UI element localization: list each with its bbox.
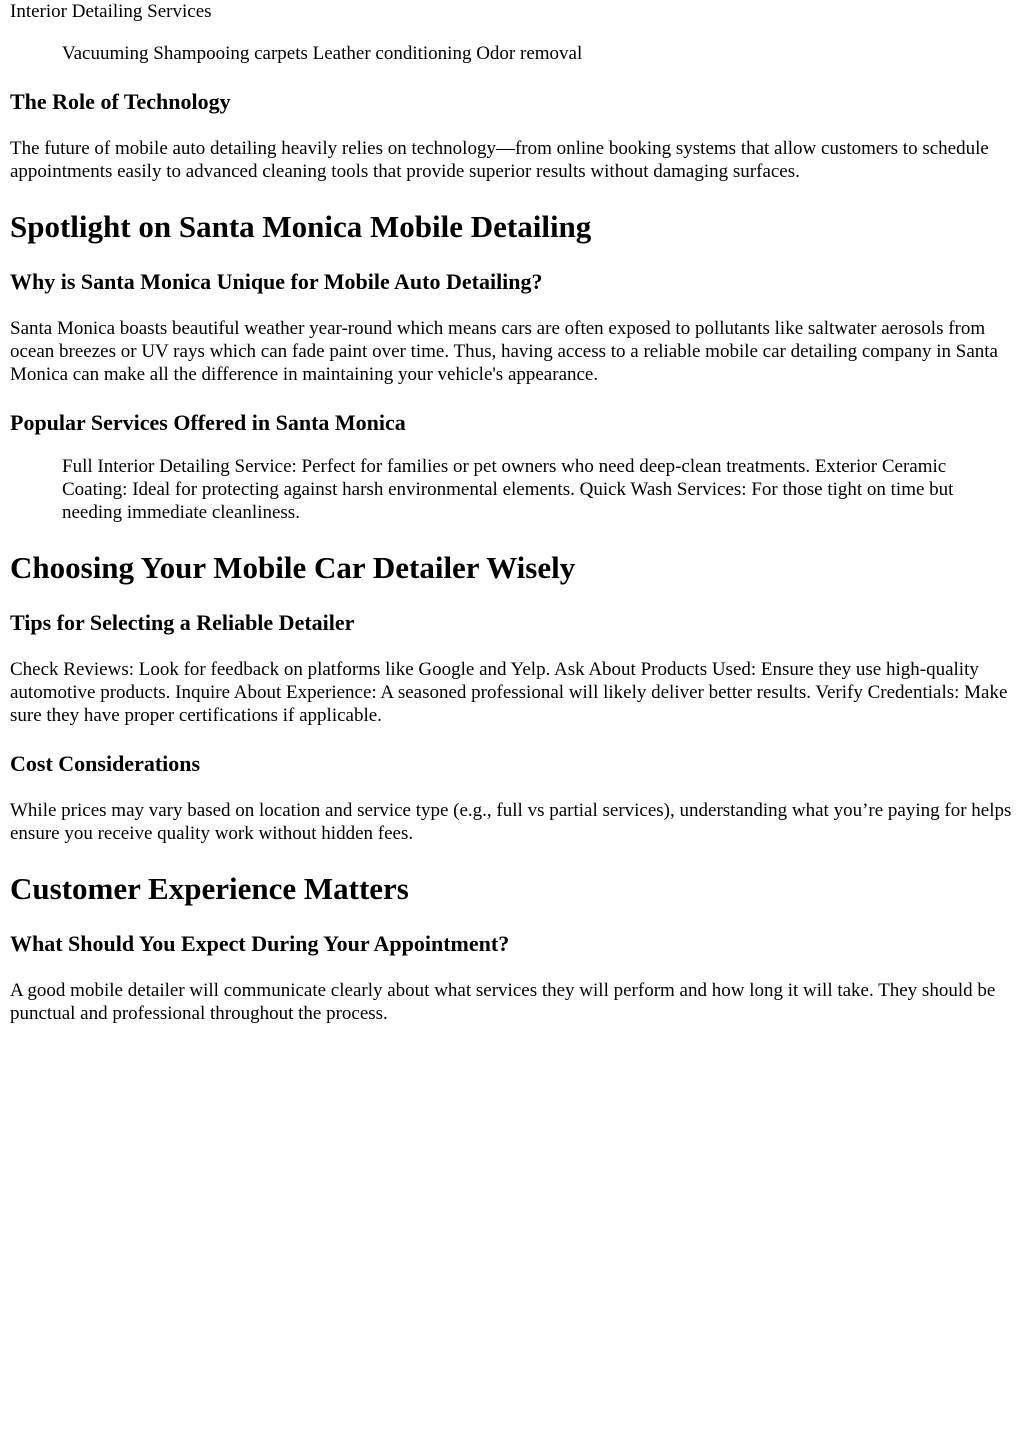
expect-paragraph: A good mobile detailer will communicate clearly about what services they will perform and how long it will take. They should be punctual and professional throughout the process. bbox=[10, 980, 996, 1024]
unique-paragraph: Santa Monica boasts beautiful weather year-round which means cars are often exposed to pollutants like saltwater aerosols from ocean breezes or UV rays which can fade paint over time. Thus, having access to a reliable mobile car detailing company in Santa Monica can make all the difference in maintaining your vehicle's appearance. bbox=[10, 318, 998, 385]
services-list: Full Interior Detailing Service: Perfect for families or pet owners who need deep-clean treatments. Exterior Ceramic Coating: Ideal for protecting against harsh environmental elements. Quick Wash Services: For those tight on time but needing immediate cleanliness. bbox=[62, 456, 954, 523]
unique-heading: Why is Santa Monica Unique for Mobile Auto Detailing? bbox=[10, 269, 543, 294]
tips-heading: Tips for Selecting a Reliable Detailer bbox=[10, 610, 355, 635]
cost-heading: Cost Considerations bbox=[10, 751, 201, 776]
intro-title: Interior Detailing Services bbox=[10, 1, 212, 22]
expect-heading: What Should You Expect During Your Appointment? bbox=[10, 931, 510, 956]
technology-paragraph: The future of mobile auto detailing heavily relies on technology—from online booking systems that allow customers to schedule appointments easily to advanced cleaning tools that provide superior results without damaging surfaces. bbox=[10, 138, 989, 182]
technology-heading: The Role of Technology bbox=[10, 89, 231, 114]
choosing-heading: Choosing Your Mobile Car Detailer Wisely bbox=[10, 550, 576, 585]
services-heading: Popular Services Offered in Santa Monica bbox=[10, 410, 406, 435]
experience-heading: Customer Experience Matters bbox=[10, 871, 409, 906]
cost-paragraph: While prices may vary based on location and service type (e.g., full vs partial services), understanding what you’re paying for helps ensure you receive quality work without hidden fees. bbox=[10, 800, 1012, 844]
interior-services-list: Vacuuming Shampooing carpets Leather conditioning Odor removal bbox=[62, 43, 583, 64]
tips-paragraph: Check Reviews: Look for feedback on platforms like Google and Yelp. Ask About Products Used: Ensure they use high-quality automotive products. Inquire About Experience: A seasoned professional will likely deliver better results. Verify Credentials: Make sure they have proper certifications if applicable. bbox=[10, 659, 1008, 726]
spotlight-heading: Spotlight on Santa Monica Mobile Detailing bbox=[10, 209, 592, 244]
